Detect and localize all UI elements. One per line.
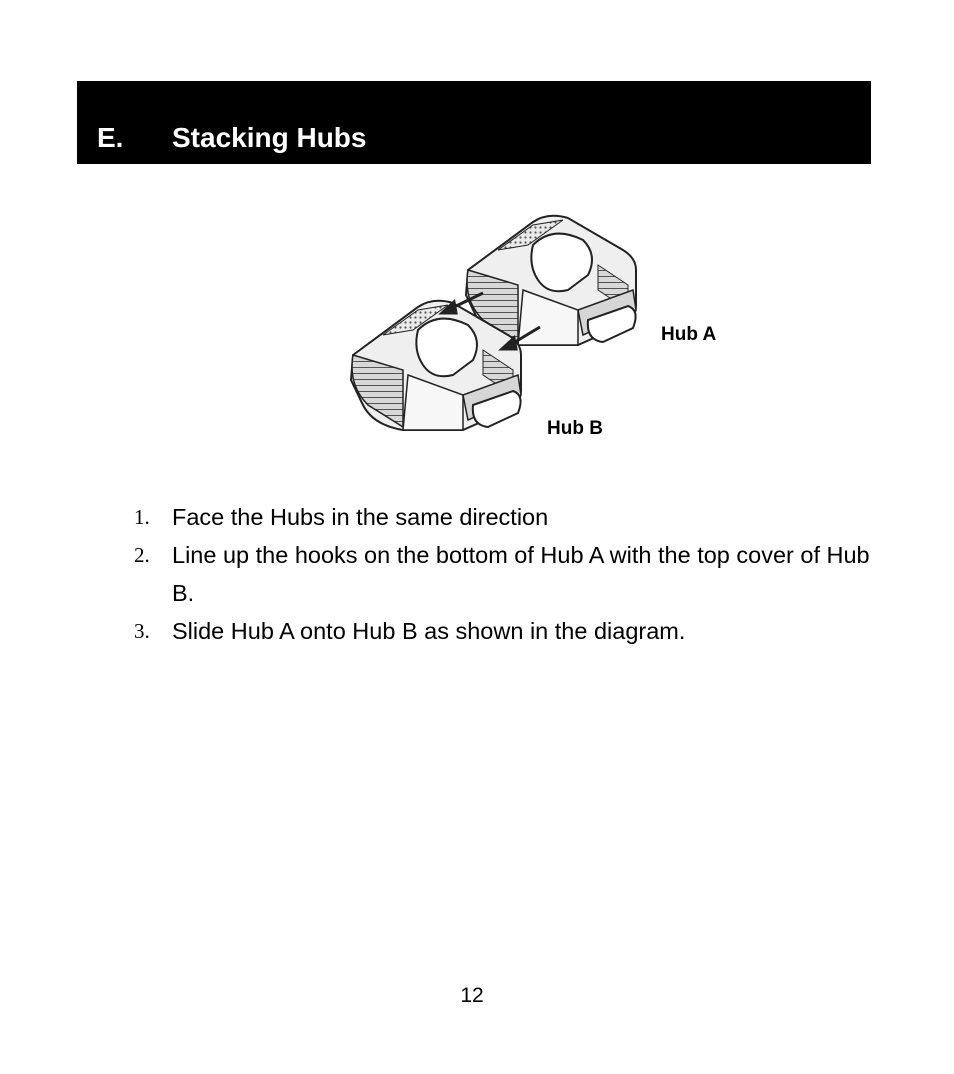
page-number: 12: [460, 984, 484, 1007]
step-text: Line up the hooks on the bottom of Hub A with the top cover of Hub B.: [172, 542, 870, 606]
list-item: [0, 498, 954, 536]
hub-b-label: Hub B: [547, 418, 603, 439]
step-number: 2.: [134, 543, 150, 567]
step-number: 1.: [134, 505, 150, 529]
step-number: 3.: [134, 619, 150, 643]
list-item: [0, 612, 954, 650]
section-letter: E.: [97, 122, 124, 153]
step-text: Slide Hub A onto Hub B as shown in the diagram.: [172, 618, 686, 644]
section-header: [77, 81, 871, 164]
section-title: Stacking Hubs: [172, 122, 367, 153]
hub-a-label: Hub A: [661, 324, 717, 345]
list-item: [0, 536, 954, 612]
stacking-hubs-diagram: [328, 205, 658, 450]
instruction-list: [0, 498, 954, 650]
step-text: Face the Hubs in the same direction: [172, 504, 549, 530]
